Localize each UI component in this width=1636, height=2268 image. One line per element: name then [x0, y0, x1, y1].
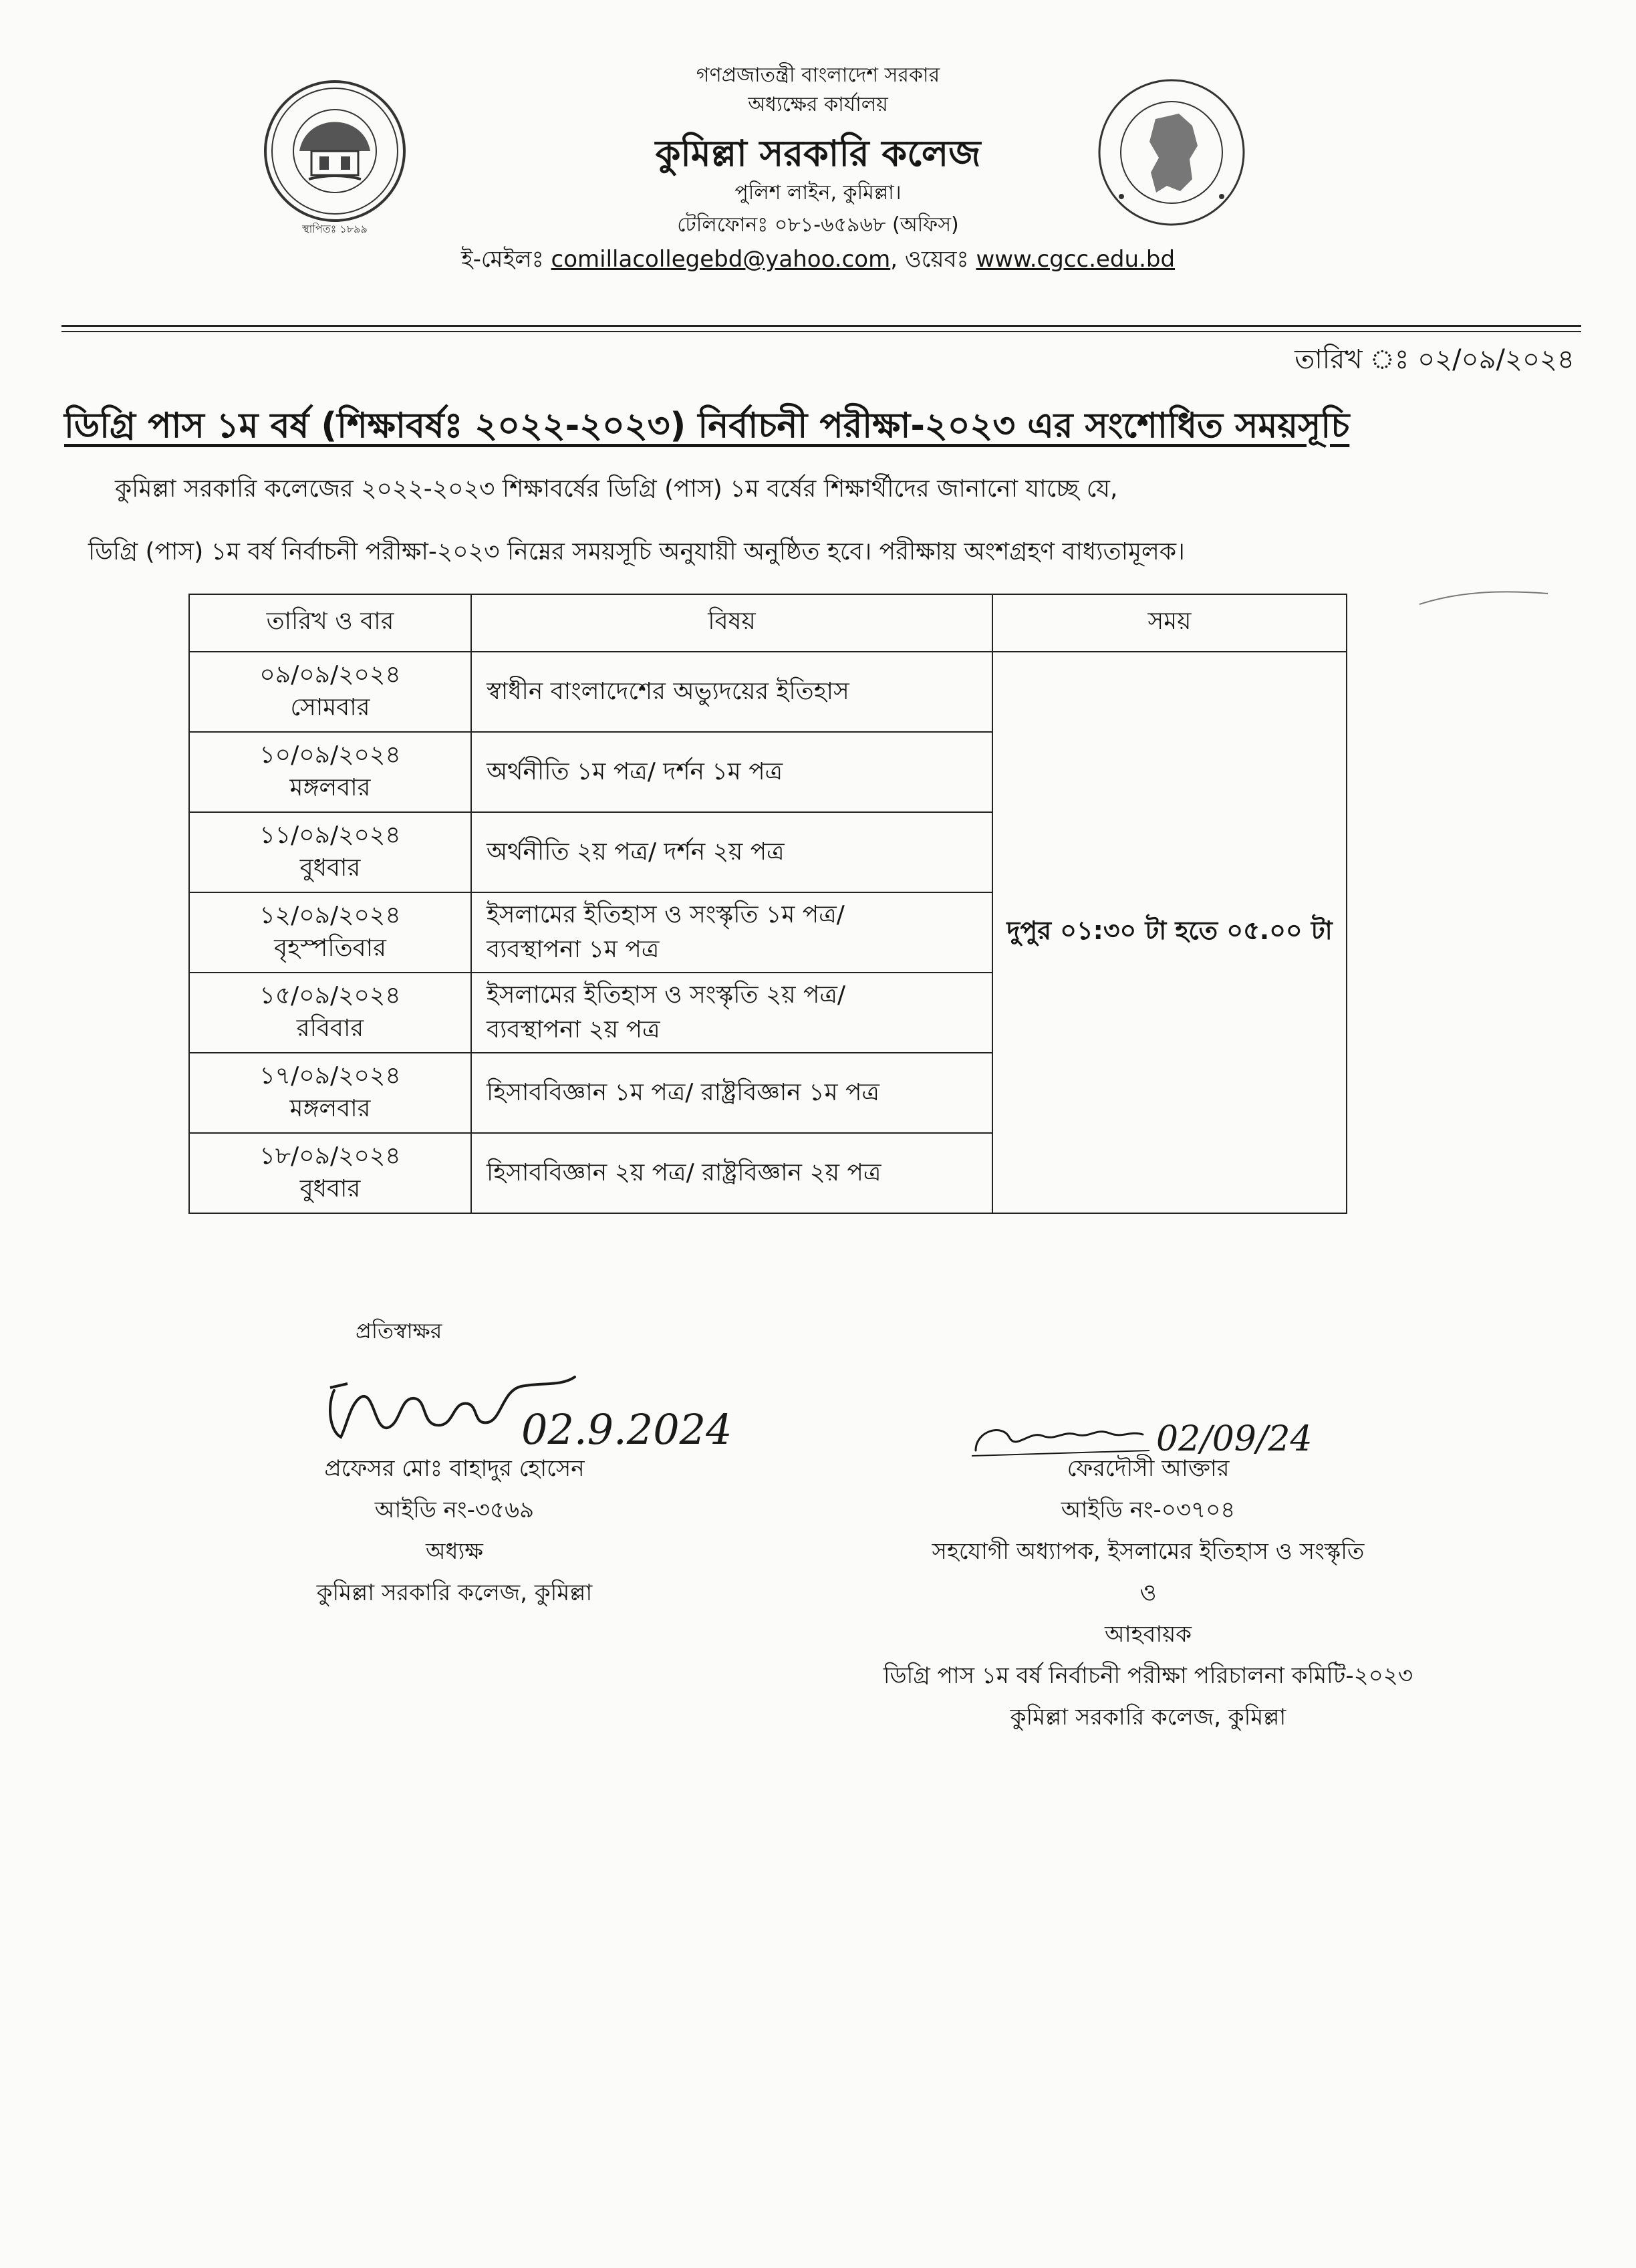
subject-cell	[471, 652, 992, 732]
exam-day: বুধবার	[299, 854, 361, 882]
principal-signature-block	[200, 1448, 708, 1614]
subject-cell	[471, 732, 992, 812]
date-cell	[189, 1053, 471, 1133]
principal-designation: অধ্যক্ষ	[426, 1538, 483, 1565]
subject-cell	[471, 812, 992, 892]
exam-day: সোমবার	[290, 694, 370, 721]
date-cell	[189, 1133, 471, 1213]
convener-conjunction: ও	[1139, 1580, 1157, 1606]
header-divider	[61, 325, 1581, 327]
subject-name: স্বাধীন বাংলাদেশের অভ্যুদয়ের ইতিহাস	[487, 677, 849, 705]
subject-cell	[471, 1053, 992, 1133]
date-cell	[189, 973, 471, 1053]
column-header-subject: বিষয়	[471, 594, 992, 652]
convener-designation: সহযোগী অধ্যাপক, ইসলামের ইতিহাস ও সংস্কৃতি	[932, 1538, 1365, 1565]
convener-committee: ডিগ্রি পাস ১ম বর্ষ নির্বাচনী পরীক্ষা পরিচালনা কমিটি-২০২৩	[883, 1662, 1413, 1689]
email-label: ই-মেইলঃ	[460, 246, 544, 273]
exam-schedule-table	[188, 594, 1347, 1214]
website-link[interactable]: www.cgcc.edu.bd	[976, 246, 1176, 273]
column-header-time: সময়	[992, 594, 1347, 652]
svg-text:02/09/24: 02/09/24	[1156, 1419, 1313, 1459]
header-divider-secondary	[61, 331, 1581, 332]
subject-name: ইসলামের ইতিহাস ও সংস্কৃতি ১ম পত্র/	[487, 900, 845, 928]
convener-name: ফেরদৌসী আক্তার	[1067, 1455, 1230, 1482]
exam-date: ০৯/০৯/২০২৪	[259, 661, 401, 689]
exam-day: মঙ্গলবার	[289, 774, 371, 801]
principal-institution: কুমিল্লা সরকারি কলেজ, কুমিল্লা	[316, 1580, 593, 1606]
pen-stroke-mark	[1417, 588, 1550, 608]
convener-signature-block	[781, 1448, 1516, 1738]
date-cell	[189, 812, 471, 892]
principal-name: প্রফেসর মোঃ বাহাদুর হোসেন	[324, 1455, 585, 1482]
date-cell	[189, 732, 471, 812]
exam-day: বুধবার	[299, 1175, 361, 1203]
college-phone: টেলিফোনঃ ০৮১-৬৫৯৬৮ (অফিস)	[677, 213, 959, 237]
exam-date: ১৫/০৯/২০২৪	[259, 982, 401, 1010]
subject-cell	[471, 973, 992, 1053]
email-link[interactable]: comillacollegebd@yahoo.com	[551, 246, 891, 273]
contact-line	[0, 242, 1636, 280]
convener-id: আইডি নং-০৩৭০৪	[1061, 1497, 1236, 1523]
office-name: অধ্যক্ষের কার্যালয়	[748, 93, 888, 116]
column-header-date: তারিখ ও বার	[189, 594, 471, 652]
subject-name: অর্থনীতি ২য় পত্র/ দর্শন ২য় পত্র	[487, 838, 785, 866]
subject-cell	[471, 1133, 992, 1213]
subject-name: ইসলামের ইতিহাস ও সংস্কৃতি ২য় পত্র/	[487, 981, 846, 1009]
exam-day: মঙ্গলবার	[289, 1095, 371, 1122]
table-header-row	[189, 594, 1347, 652]
date-cell	[189, 652, 471, 732]
notice-body-line-2: ডিগ্রি (পাস) ১ম বর্ষ নির্বাচনী পরীক্ষা-২০২৩ নিম্নের সময়সূচি অনুযায়ী অনুষ্ঠিত হবে। পরীক্ষায় অংশগ্রহণ বাধ্যতামূলক।	[88, 538, 1185, 565]
subject-name-continued: ব্যবস্থাপনা ২য় পত্র	[487, 1016, 660, 1043]
convener-role: আহবায়ক	[1104, 1621, 1192, 1648]
subject-cell	[471, 892, 992, 973]
exam-date: ১৮/০৯/২০২৪	[259, 1142, 401, 1170]
subject-name-continued: ব্যবস্থাপনা ১ম পত্র	[487, 936, 660, 963]
college-name: কুমিল্লা সরকারি কলেজ	[655, 132, 981, 174]
exam-day: রবিবার	[296, 1015, 364, 1042]
exam-time-cell: দুপুর ০১:৩০ টা হতে ০৫.০০ টা	[992, 652, 1347, 1213]
exam-date: ১১/০৯/২০২৪	[259, 822, 401, 850]
table-row	[189, 652, 1347, 732]
date-cell	[189, 892, 471, 973]
principal-id: আইডি নং-৩৫৬৯	[374, 1497, 535, 1523]
exam-date: ১০/০৯/২০২৪	[259, 741, 401, 769]
subject-name: হিসাববিজ্ঞান ২য় পত্র/ রাষ্ট্রবিজ্ঞান ২য় পত্র	[487, 1158, 881, 1186]
exam-date: ১৭/০৯/২০২৪	[259, 1062, 401, 1090]
notice-date: তারিখ ঃ ০২/০৯/২০২৪	[1294, 344, 1575, 375]
subject-name: অর্থনীতি ১ম পত্র/ দর্শন ১ম পত্র	[487, 757, 783, 785]
exam-day: বৃহস্পতিবার	[274, 934, 386, 962]
svg-text:02.9.2024: 02.9.2024	[521, 1405, 732, 1454]
subject-name: হিসাববিজ্ঞান ১ম পত্র/ রাষ্ট্রবিজ্ঞান ১ম পত্র	[487, 1078, 879, 1106]
convener-institution: কুমিল্লা সরকারি কলেজ, কুমিল্লা	[1010, 1704, 1286, 1731]
notice-body-line-1: কুমিল্লা সরকারি কলেজের ২০২২-২০২৩ শিক্ষাবর্ষের ডিগ্রি (পাস) ১ম বর্ষের শিক্ষার্থীদের জানানো যাচ্ছে যে,	[115, 475, 1118, 503]
svg-text:স্থাপিতঃ ১৮৯৯: স্থাপিতঃ ১৮৯৯	[302, 223, 368, 235]
government-name: গণপ্রজাতন্ত্রী বাংলাদেশ সরকার	[696, 64, 940, 87]
notice-title: ডিগ্রি পাস ১ম বর্ষ (শিক্ষাবর্ষঃ ২০২২-২০২৩) নির্বাচনী পরীক্ষা-২০২৩ এর সংশোধিত সময়সূচি	[64, 406, 1350, 446]
exam-date: ১২/০৯/২০২৪	[259, 902, 401, 930]
countersign-label: প্রতিস্বাক্ষর	[356, 1318, 442, 1344]
college-address: পুলিশ লাইন, কুমিল্লা।	[734, 181, 902, 205]
web-label: , ওয়েবঃ	[890, 246, 969, 273]
